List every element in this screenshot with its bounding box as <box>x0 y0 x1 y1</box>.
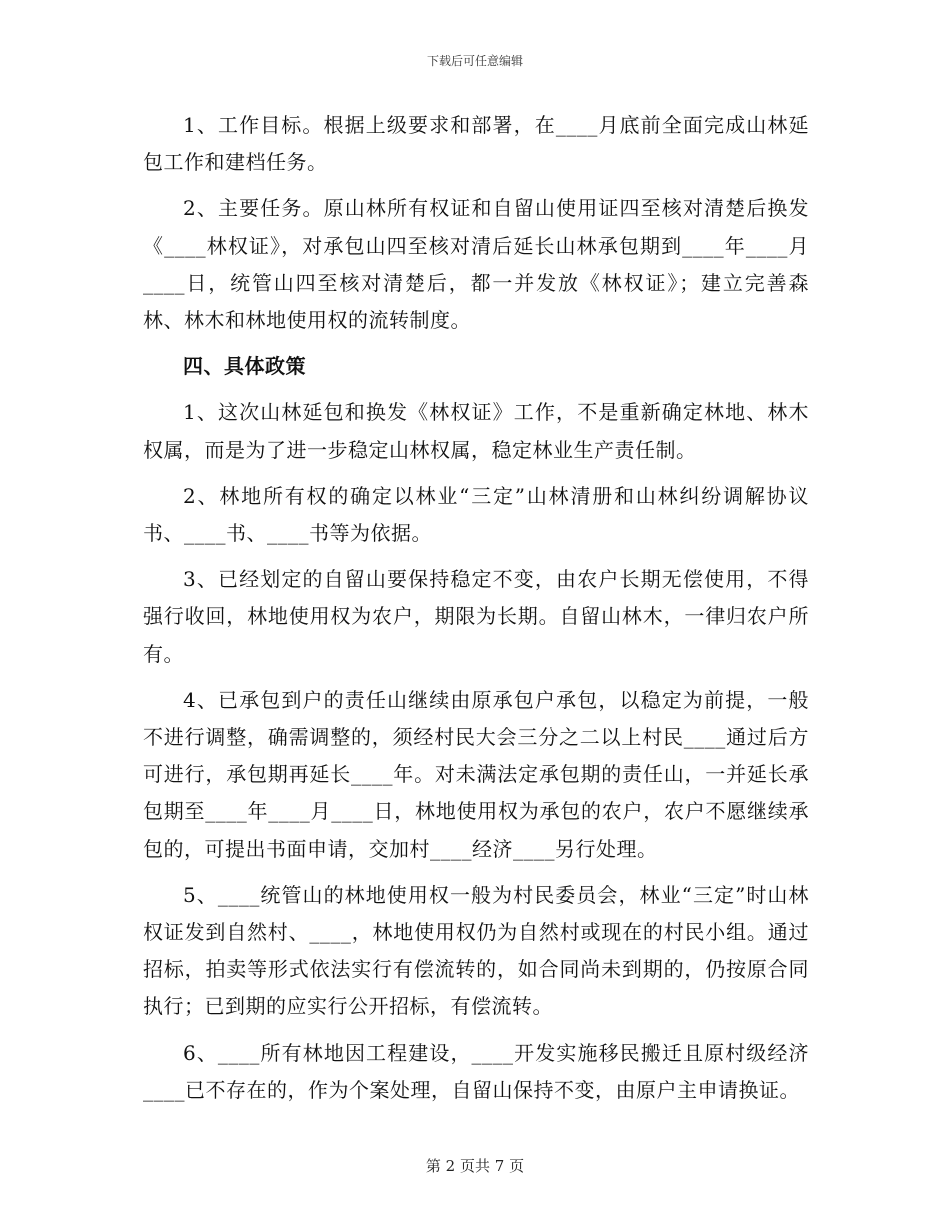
section-heading-policies: 四、具体政策 <box>183 354 306 379</box>
paragraph-policy-2: 2、林地所有权的确定以林业“三定”山林清册和山林纠纷调解协议书、____书、____书等为依据。 <box>143 483 809 546</box>
paragraph-work-goal: 1、工作目标。根据上级要求和部署，在____月底前全面完成山林延包工作和建档任务。 <box>143 113 809 175</box>
paragraph-policy-5: 5、____统管山的林地使用权一般为村民委员会，林业“三定”时山林权证发到自然村、____，林地使用权仍为自然村或现在的村民小组。通过招标，拍卖等形式依法实行有偿流转的，如合同尚未到期的，仍按原合同执行；已到期的应实行公开招标，有偿流转。 <box>143 882 809 1019</box>
paragraph-policy-3: 3、已经划定的自留山要保持稳定不变，由农户长期无偿使用，不得强行收回，林地使用权为农户，期限为长期。自留山林木，一律归农户所有。 <box>143 567 809 666</box>
document-body <box>143 107 809 1118</box>
paragraph-policy-1: 1、这次山林延包和换发《林权证》工作，不是重新确定林地、林木权属，而是为了进一步稳定山林权属，稳定林业生产责任制。 <box>143 400 809 462</box>
page-footer: 第 2 页共 7 页 <box>425 1157 525 1175</box>
paragraph-main-tasks: 2、主要任务。原山林所有权证和自留山使用证四至核对清楚后换发《____林权证》，对承包山四至核对清后延长山林承包期到____年____月____日，统管山四至核对清楚后，都一并发放《林权证》；建立完善森林、林木和林地使用权的流转制度。 <box>143 196 809 333</box>
page-header: 下载后可任意编辑 <box>426 54 523 68</box>
paragraph-policy-6: 6、____所有林地因工程建设，____开发实施移民搬迁且原村级经济____已不存在的，作为个案处理，自留山保持不变，由原户主申请换证。 <box>143 1040 809 1102</box>
paragraph-policy-4: 4、已承包到户的责任山继续由原承包户承包，以稳定为前提，一般不进行调整，确需调整的，须经村民大会三分之二以上村民____通过后方可进行，承包期再延长____年。对未满法定承包期的责任山，一并延长承包期至____年____月____日，林地使用权为承包的农户，农户不愿继续承包的，可提出书面申请，交加村____经济____另行处理。 <box>143 687 809 861</box>
